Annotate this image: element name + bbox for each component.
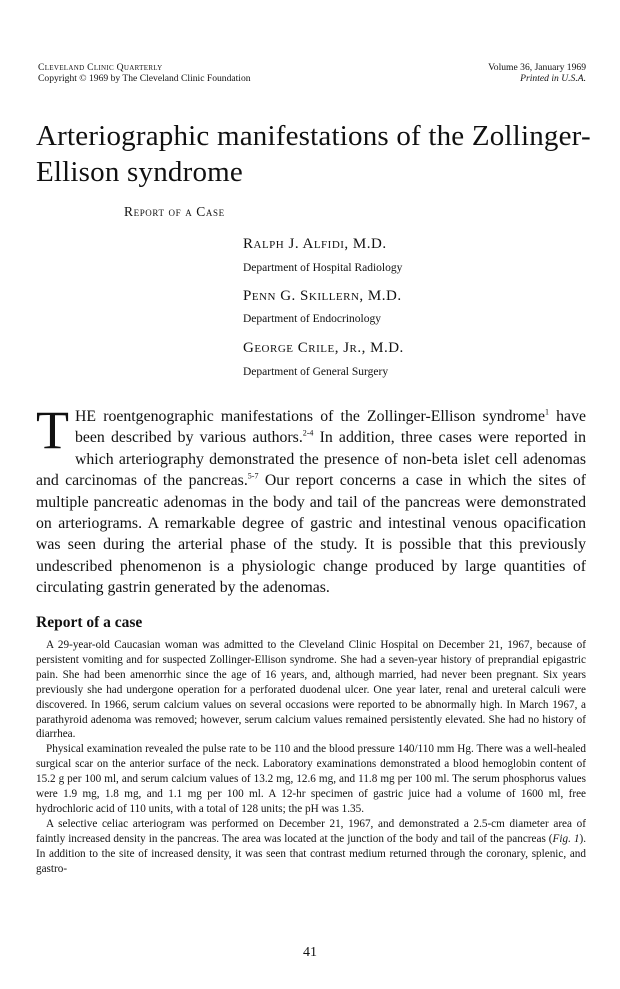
body-paragraph: Physical examination revealed the pulse rate to be 110 and the blood pressure 140/110 mm Hg. There was a well-healed surgical scar on the anterior surface of the neck. Laboratory examinations demonstrated a blood hemoglobin content of 15.2 g per 100 ml, and serum calcium values of 13.2 mg, 12.6 mg, and 11.8 mg per 100 ml. The serum phosphorus values were 1.9 mg, 1.8 mg, and 1.1 mg per 100 ml. A 12-hr specimen of gastric juice had a volume of 1600 ml, free hydrochloric acid of 110 units, with a total of 128 units; the pH was 1.35. bbox=[36, 743, 586, 815]
author-name: Ralph J. Alfidi, M.D. bbox=[243, 236, 387, 252]
body-paragraph: A selective celiac arteriogram was performed on December 21, 1967, and demonstrated a 2.5-cm diameter area of faintly increased density in the pancreas. The area was located at the junction of the body and tail of the pancreas (Fig. 1). In addition to the site of increased density, it was seen that contrast medium returned through the coronary, splenic, and gastro- bbox=[36, 817, 586, 875]
reference-marker: 2-4 bbox=[302, 429, 314, 439]
volume-line: Volume 36, January 1969 bbox=[488, 62, 586, 73]
author-department: Department of Endocrinology bbox=[243, 313, 381, 325]
author-department: Department of Hospital Radiology bbox=[243, 262, 403, 274]
journal-name: Cleveland Clinic Quarterly bbox=[38, 62, 163, 73]
author-department: Department of General Surgery bbox=[243, 366, 389, 378]
drop-cap: T bbox=[36, 400, 69, 460]
running-header-left bbox=[38, 62, 251, 84]
case-report-body bbox=[36, 638, 586, 877]
author-name: George Crile, Jr., M.D. bbox=[243, 340, 404, 356]
figure-reference: Fig. 1 bbox=[552, 832, 580, 845]
body-paragraph: A 29-year-old Caucasian woman was admitted to the Cleveland Clinic Hospital on December 21, 1967, because of persistent vomiting and for suspected Zollinger-Ellison syndrome. She had a seven-year history of preprandial epigastric pain. She had been amenorrhic since the age of 16 years, and, although married, had never been pregnant. Six years previously she had undergone operation for a perforated duodenal ulcer. One year later, renal and ureteral calculi were discovered. In 1966, serum calcium values on several occasions were reported to be abnormally high. In March 1967, a parathyroid adenoma was removed; however, serum calcium values remained persistently elevated. She had no history of diarrhea. bbox=[36, 639, 586, 741]
article-title: Arteriographic manifestations of the Zollinger-Ellison syndrome bbox=[36, 120, 591, 188]
author-name: Penn G. Skillern, M.D. bbox=[243, 288, 402, 304]
page-number: 41 bbox=[303, 945, 317, 960]
section-heading: Report of a case bbox=[36, 614, 143, 631]
lead-paragraph: THE roentgenographic manifestations of the Zollinger-Ellison syndrome$^1$ have been described by various authors.$^{2-4}$ In addition, three cases were reported in which arteriography demonstrated the presence of non-beta islet cell adenomas and carcinomas of the pancreas.$^{5-7}$ Our report concerns a case in which the sites of multiple pancreatic adenomas in the body and tail of the pancreas were demonstrated on arteriograms. A remarkable degree of gastric and intestinal venous opacification was seen during the arterial phase of the study. It is possible that this previously undescribed phenomenon is a physiologic change produced by large quantities of circulating gastrin generated by the adenomas. bbox=[36, 400, 586, 597]
reference-marker: 1 bbox=[544, 407, 549, 417]
printed-line: Printed in U.S.A. bbox=[520, 73, 586, 84]
article-subtitle: Report of a Case bbox=[124, 204, 225, 219]
reference-marker: 5-7 bbox=[247, 471, 259, 481]
copyright-line: Copyright © 1969 by The Cleveland Clinic Foundation bbox=[38, 73, 251, 84]
running-header-right bbox=[488, 62, 586, 84]
